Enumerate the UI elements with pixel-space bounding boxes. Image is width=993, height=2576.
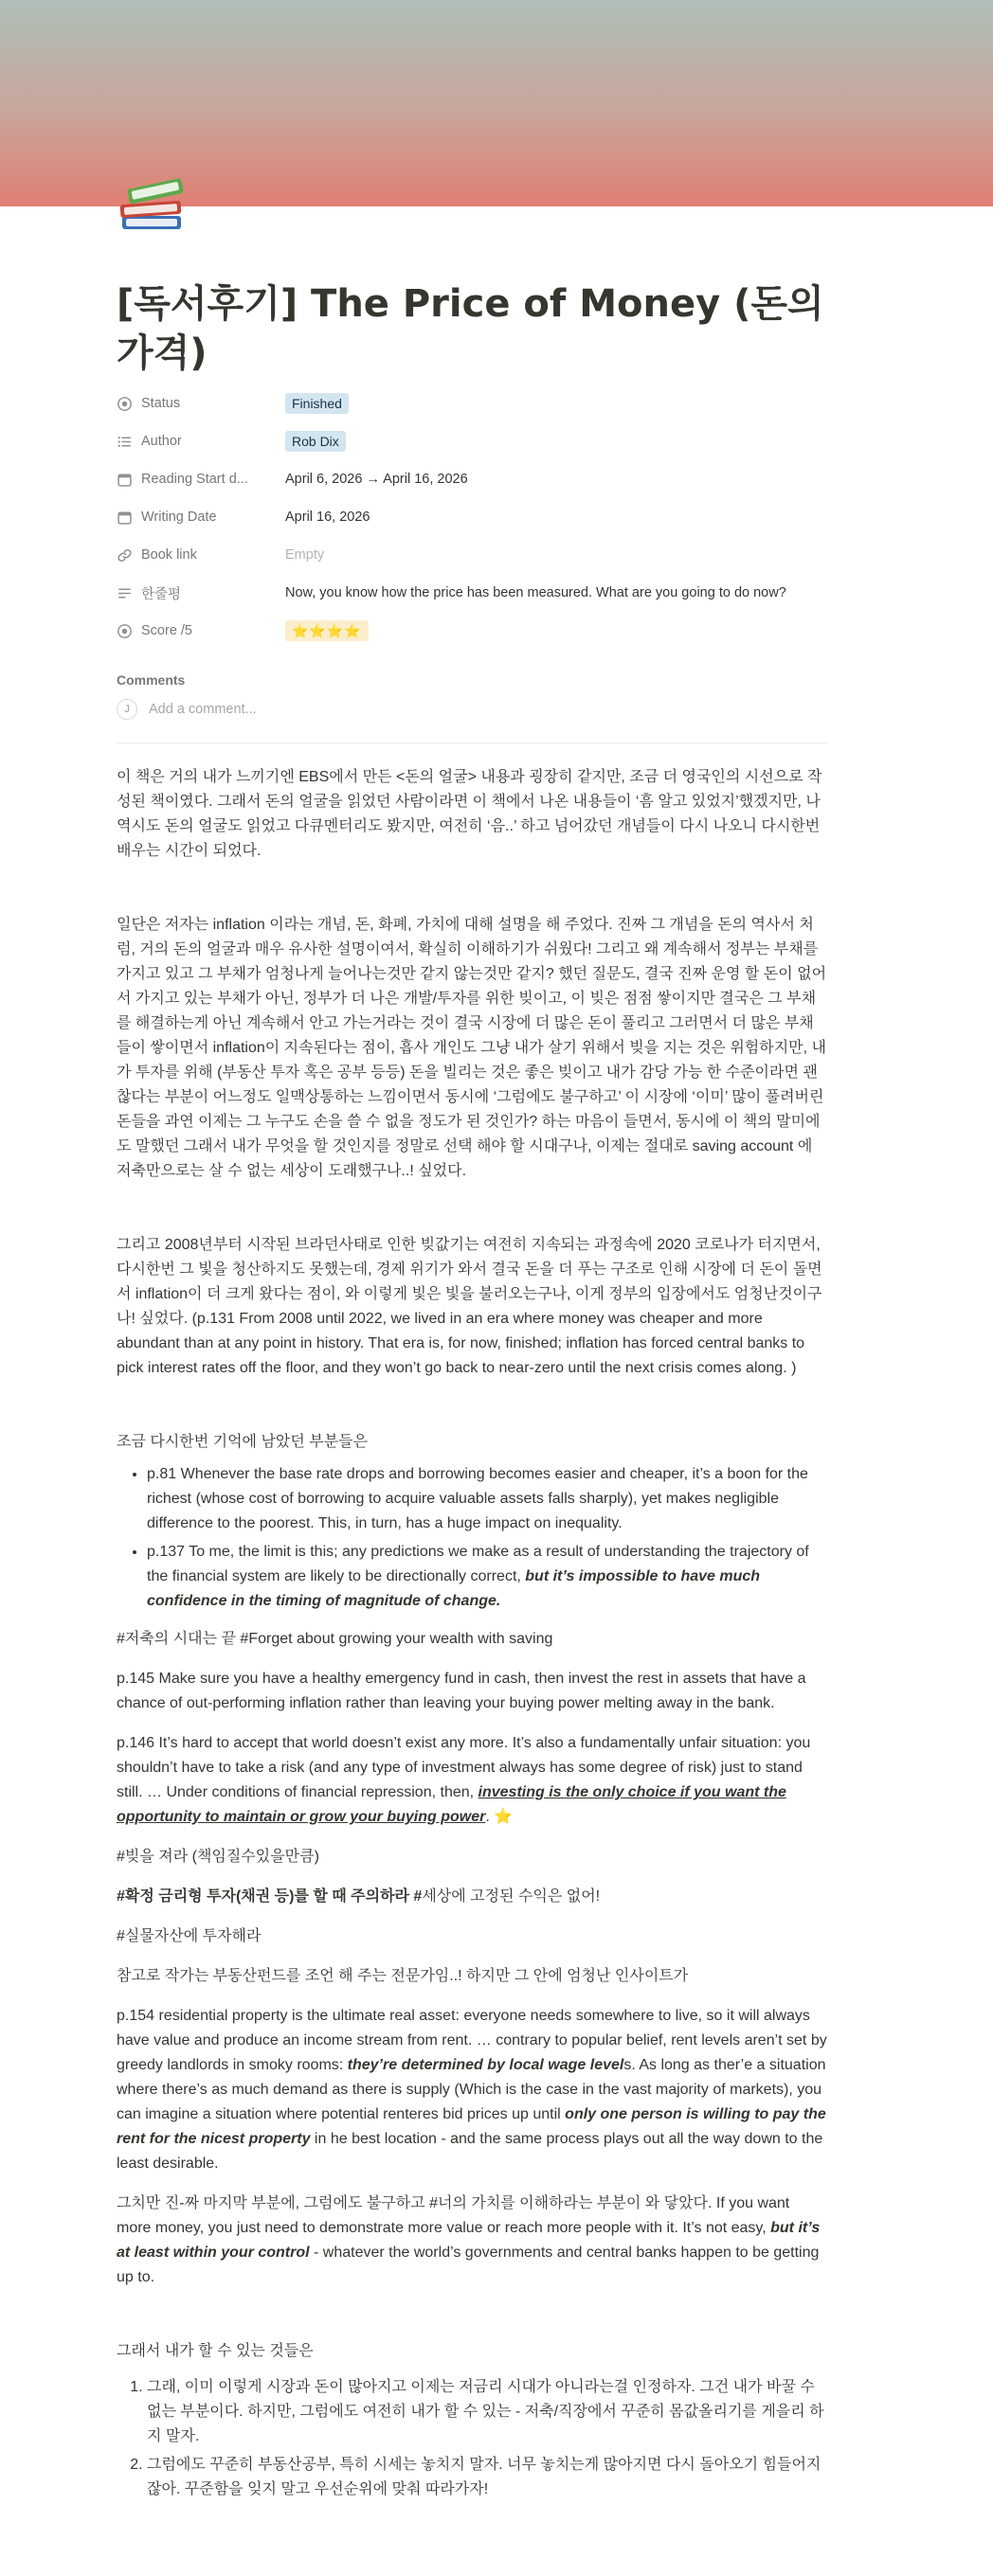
list-item[interactable]: • p.137 To me, the limit is this; any predictions we make as a result of understanding the trajectory of the financial system are likely to be directionally correct, but it’s impossible to have much confidence in the timing of magnitude of change. (147, 1540, 827, 1614)
status-icon (117, 396, 133, 412)
divider (117, 742, 827, 743)
emphasis-text: they’re determined by local wage level (347, 2057, 624, 2073)
property-book-link[interactable] (117, 536, 827, 574)
hashtag-line[interactable]: #빚을 져라 (책임질수있을만큼) (117, 1849, 319, 1865)
score-tag[interactable]: ⭐⭐⭐⭐ (285, 620, 369, 641)
numbered-list (117, 2375, 827, 2502)
paragraph[interactable]: p.154 residential property is the ultimate real asset: everyone needs somewhere to live, so it will always have value and produce an income stream from rent. … contrary to popular belief, rent levels aren’t set by greedy landlords in smoky rooms: they’re determined by local wage levels. As long as ther’e a situation where there’s as much demand as there is supply (Which is the case in the vast majority of markets), you can imagine a situation where potential renteres bid prices up until only one person is willing to pay the rent for the nicest property in he best location - and the same process plays out all the way down to the least desirable. (117, 2008, 827, 2172)
hashtag-line[interactable]: #저축의 시대는 끝 #Forget about growing your wealth with saving (117, 1631, 553, 1647)
property-status[interactable] (117, 385, 827, 422)
emphasis-text: but it’s at least within your control (117, 2220, 821, 2261)
list-item[interactable]: 2. 그럼에도 꾸준히 부동산공부, 특히 시세는 놓치지 말자. 너무 놓치는게 많아지면 다시 돌아오기 힘들어지잖아. 꾸준함을 잊지 말고 우선순위에 맞춰 따라가자! (147, 2453, 827, 2502)
status-icon (117, 623, 133, 639)
list-icon (117, 434, 133, 450)
property-score[interactable] (117, 612, 827, 650)
emphasis-text: only one person is willing to pay the rent for the nicest property (117, 2106, 826, 2147)
comments-label: Comments (117, 672, 186, 688)
paragraph[interactable]: 그래서 내가 할 수 있는 것들은 (117, 2343, 314, 2359)
reading-date-range[interactable]: April 6, 2026 → April 16, 2026 (285, 472, 468, 487)
hashtag-line[interactable]: #실물자산에 투자해라 (117, 1928, 262, 1944)
add-comment-row[interactable] (117, 699, 827, 720)
calendar-icon (117, 472, 133, 488)
property-name: Writing Date (141, 510, 217, 525)
emphasis-text: investing is the only choice if you want the opportunity to maintain or grow your buying power (117, 1784, 786, 1825)
status-tag[interactable]: Finished (285, 393, 349, 414)
bulleted-list (117, 1462, 827, 1614)
property-author[interactable] (117, 422, 827, 460)
link-icon (117, 547, 133, 564)
property-one-line-review[interactable] (117, 574, 827, 612)
list-item[interactable]: 1. 그래, 이미 이렇게 시장과 돈이 많아지고 이제는 저금리 시대가 아니라는걸 인정하자. 그건 내가 바꿀 수 없는 부분이다. 하지만, 그럼에도 여전히 내가 할 수 있는 - 저축/직장에서 꾸준히 몸값올리기를 게을리 하지 말자. (147, 2375, 827, 2449)
property-name: Book link (141, 547, 197, 563)
writing-date-value[interactable]: April 16, 2026 (285, 510, 370, 525)
page-title[interactable]: [독서후기] The Price of Money (돈의 가격) (117, 282, 824, 375)
property-name: Author (141, 434, 182, 449)
author-tag[interactable]: Rob Dix (285, 431, 346, 452)
one-line-review-value[interactable]: Now, you know how the price has been measured. What are you going to do now? (285, 585, 786, 600)
calendar-icon (117, 510, 133, 526)
list-item[interactable]: • p.81 Whenever the base rate drops and borrowing becomes easier and cheaper, it’s a boon for the richest (whose cost of borrowing to acquire valuable assets falls sharply), yet makes negligible difference to the poorest. This, in turn, has a huge impact on inequality. (147, 1462, 827, 1536)
property-reading-start[interactable] (117, 460, 827, 498)
paragraph[interactable]: 일단은 저자는 inflation 이라는 개념, 돈, 화폐, 가치에 대해 설명을 해 주었다. 진짜 그 개념을 돈의 역사서 처럼, 거의 돈의 얼굴과 매우 유사한 설명이여서, 확실히 이해하기가 쉬웠다! 그리고 왜 계속해서 정부는 부채를 가지고 있고 그 부채가 엄청나게 늘어나는것만 같지 않는것만 같지? 했던 질문도, 결국 진짜 운영 할 돈이 없어서 가지고 있는 부채가 아닌, 정부가 더 나은 개발/투자를 위한 빚이고, 이 빚은 점점 쌓이지만 결국은 그 부채를 해결하는게 아닌 계속해서 안고 가는거라는 것이 결국 시장에 더 많은 돈이 풀리고 그러면서 더 많은 부채들이 쌓이면서 inflation이 지속된다는 점이, 흡사 개인도 그냥 내가 살기 위해서 빚을 지는 것은 위험하지만, 내가 투자를 위해 (부동산 투자 혹은 공부 등등) 돈을 빌리는 것은 좋은 빚이고 내가 감당 가능 한 수준이라면 괜찮다는 부분이 어느정도 일맥상통하는 느낌이면서 동시에 ‘그럼에도 불구하고’ 이 시장에 ‘이미’ 많이 풀려버린 돈들을 과연 이제는 그 누구도 손을 쓸 수 없을 정도가 된 것인가? 하는 마음이 들면서, 동시에 이 책의 말미에도 말했던 그래서 내가 무엇을 할 것인지를 정말로 선택 해야 할 시대구나, 이제는 절대로 saving account 에 저축만으로는 살 수 없는 세상이 도래했구나..! 싶었다. (117, 917, 827, 1179)
paragraph[interactable]: 그리고 2008년부터 시작된 브라던사태로 인한 빚값기는 여전히 지속되는 과정속에 2020 코로나가 터지면서, 다시한번 그 빛을 청산하지도 못했는데, 경제 위기가 와서 결국 돈을 더 푸는 구조로 인해 시장에 더 돈이 돌면서 inflation이 더 크게 왔다는 점이, 와 이렇게 빛은 빛을 불러오는구나, 이게 정부의 입장에서도 엄청난것이구나! 싶었다. (p.131 From 2008 until 2022, we lived in an era where money was cheaper and more abundant than at any point in history. That era is, for now, finished; inflation has forced central banks to pick interest rates off the floor, and they won’t go back to near-zero until the next crisis comes along. ) (117, 1237, 822, 1376)
paragraph[interactable]: p.146 It’s hard to accept that world doesn’t exist any more. It’s also a fundamentally unfair situation: you shouldn’t have to take a risk (and any type of investment always has some degree of risk) just to stand still. … Under conditions of financial repression, then, investing is the only choice if you want the opportunity to maintain or grow your buying power. ⭐ (117, 1735, 811, 1825)
text-icon (117, 585, 133, 601)
paragraph[interactable]: 이 책은 거의 내가 느끼기엔 EBS에서 만든 <돈의 얼굴> 내용과 굉장히 같지만, 조금 더 영국인의 시선으로 작성된 책이였다. 그래서 돈의 얼굴을 읽었던 사람이라면 이 책에서 나온 내용들이 ‘흠 알고 있었지’했겠지만, 나 역시도 돈의 얼굴도 읽었고 다큐멘터리도 봤지만, 여전히 ‘음..’ 하고 넘어갔던 개념들이 다시 나오니 다시한번 배우는 시간이 되었다. (117, 769, 822, 859)
paragraph[interactable]: 참고로 작가는 부동산펀드를 조언 해 주는 전문가임..! 하지만 그 안에 엄청난 인사이트가 (117, 1968, 689, 1984)
property-name: 한줄평 (141, 586, 182, 602)
properties-panel (117, 385, 827, 650)
books-icon[interactable] (117, 163, 192, 239)
paragraph[interactable]: 그치만 진-짜 마지막 부분에, 그럼에도 불구하고 #너의 가치를 이해하라는 부분이 와 닿았다. If you want more money, you just need to demonstrate more value or reach more people with it. It’s not easy, but it’s at least within your control - whatever the world’s governments and central banks happen to be getting up to. (117, 2195, 821, 2285)
property-name: Score /5 (141, 623, 192, 638)
paragraph[interactable]: 조금 다시한번 기억에 남았던 부분들은 (117, 1434, 369, 1450)
paragraph[interactable]: p.145 Make sure you have a healthy emergency fund in cash, then invest the rest in assets that have a chance of out-performing inflation rather than leaving your buying power melting away in the bank. (117, 1671, 806, 1711)
comments-section (117, 672, 827, 720)
bold-text: #확정 금리형 투자(채권 등)를 할 때 주의하라 # (117, 1888, 423, 1905)
avatar: J (117, 699, 137, 720)
add-comment-input[interactable]: Add a comment... (149, 702, 257, 717)
hashtag-line[interactable]: #확정 금리형 투자(채권 등)를 할 때 주의하라 #세상에 고정된 수익은 없어! (117, 1888, 601, 1905)
property-writing-date[interactable] (117, 498, 827, 536)
property-name: Reading Start d... (141, 472, 248, 487)
page-body (117, 765, 827, 2502)
property-name: Status (141, 396, 181, 411)
book-link-value[interactable]: Empty (285, 547, 325, 563)
emphasis-text: but it’s impossible to have much confidence in the timing of magnitude of change. (147, 1568, 761, 1609)
